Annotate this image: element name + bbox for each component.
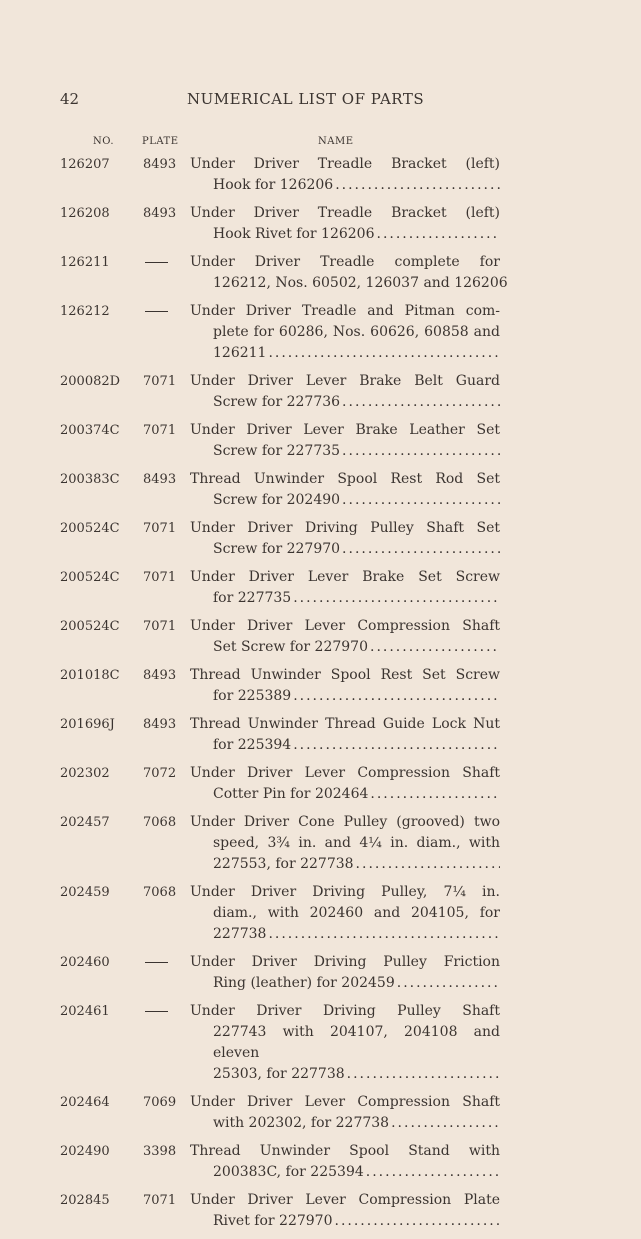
part-name: [190, 203, 500, 245]
name-line-text: 25303, for 227738: [213, 1066, 345, 1082]
plate-number: 3398: [143, 1144, 177, 1159]
dot-leader: [370, 637, 500, 658]
dot-leader: [335, 1211, 501, 1232]
part-number: 202464: [60, 1095, 110, 1110]
list-item: [0, 714, 641, 756]
plate-number: 7071: [143, 521, 177, 536]
dot-leader: [268, 924, 500, 945]
list-item: [0, 1141, 641, 1183]
plate-number: 8493: [143, 157, 177, 172]
name-line: Under Driver Lever Compression Shaft: [190, 1094, 500, 1110]
list-item: [0, 420, 641, 462]
name-line-last: [190, 1162, 500, 1183]
name-line-last: [190, 854, 500, 875]
part-number: 202490: [60, 1144, 110, 1159]
name-line: 227743 with 204107, 204108 and eleven: [213, 1024, 500, 1061]
plate-number: 7071: [143, 570, 177, 585]
dot-leader: [366, 1162, 500, 1183]
part-name: [190, 882, 500, 945]
name-line: Under Driver Treadle complete for: [190, 254, 500, 270]
part-number: 200524C: [60, 570, 120, 585]
plate-number: 7068: [143, 885, 177, 900]
name-line-text: Hook for 126206: [213, 177, 334, 193]
name-line-last: [190, 973, 500, 994]
part-name: [190, 301, 500, 364]
part-name: [190, 469, 500, 511]
list-item: [0, 252, 641, 294]
part-number: 201018C: [60, 668, 120, 683]
name-line: Thread Unwinder Spool Stand with: [190, 1143, 500, 1159]
dot-leader: [391, 1113, 500, 1134]
list-item: [0, 1092, 641, 1134]
name-line-last: [190, 224, 500, 245]
name-line: diam., with 202460 and 204105, for: [213, 905, 500, 921]
column-header-plate: PLATE: [142, 136, 179, 147]
part-name: [190, 1092, 500, 1134]
list-item: [0, 371, 641, 413]
name-line-last: [190, 175, 500, 196]
name-line: Under Driver Lever Brake Leather Set: [190, 422, 500, 438]
dot-leader: [377, 224, 501, 245]
part-name: [190, 1190, 500, 1232]
name-line-text: Ring (leather) for 202459: [213, 975, 395, 991]
dot-leader: [397, 973, 500, 994]
part-number: 202460: [60, 955, 110, 970]
dot-leader: [370, 784, 500, 805]
dot-leader: [342, 441, 500, 462]
part-name: [190, 420, 500, 462]
part-number: 202302: [60, 766, 110, 781]
name-line-text: 227738: [213, 926, 267, 942]
list-item: [0, 763, 641, 805]
part-number: 126207: [60, 157, 110, 172]
part-number: 126211: [60, 255, 110, 270]
list-item: [0, 203, 641, 245]
dot-leader: [335, 175, 500, 196]
name-line-last: [190, 273, 508, 294]
name-line-text: for 227735: [213, 590, 292, 606]
name-line-text: Screw for 227735: [213, 443, 341, 459]
dot-leader: [342, 539, 500, 560]
name-line-last: [190, 539, 500, 560]
name-line-last: [190, 735, 500, 756]
name-line-text: Screw for 227970: [213, 541, 341, 557]
name-line-text: Screw for 227736: [213, 394, 341, 410]
part-name: [190, 812, 500, 875]
part-number: 126208: [60, 206, 110, 221]
name-line-text: Set Screw for 227970: [213, 639, 368, 655]
name-line-last: [190, 343, 500, 364]
part-name: [190, 952, 500, 994]
name-line: Thread Unwinder Spool Rest Set Screw: [190, 667, 500, 683]
dot-leader: [293, 735, 500, 756]
part-number: 200374C: [60, 423, 120, 438]
list-item: [0, 952, 641, 994]
name-line: Under Driver Treadle Bracket (left): [190, 205, 500, 221]
part-number: 202457: [60, 815, 110, 830]
parts-list: [0, 154, 641, 1239]
name-line-last: [190, 1211, 500, 1232]
dot-leader: [293, 686, 500, 707]
name-line-last: [190, 924, 500, 945]
part-name: [190, 567, 500, 609]
name-line-text: 126212, Nos. 60502, 126037 and 126206: [213, 275, 508, 291]
name-line: Under Driver Treadle Bracket (left): [190, 156, 500, 172]
name-line: Under Driver Driving Pulley, 7¼ in.: [190, 884, 500, 900]
name-line-last: [190, 490, 500, 511]
name-line: Under Driver Lever Compression Plate: [190, 1192, 500, 1208]
list-item: [0, 301, 641, 364]
list-item: [0, 469, 641, 511]
name-line: Thread Unwinder Thread Guide Lock Nut: [190, 716, 500, 732]
name-line: Under Driver Driving Pulley Shaft: [190, 1003, 500, 1019]
part-number: 200383C: [60, 472, 120, 487]
part-number: 200524C: [60, 521, 120, 536]
name-line: plete for 60286, Nos. 60626, 60858 and: [213, 324, 500, 340]
plate-dash: [145, 311, 168, 312]
name-line-text: Rivet for 227970: [213, 1213, 333, 1229]
name-line-text: Hook Rivet for 126206: [213, 226, 375, 242]
name-line-last: [190, 392, 500, 413]
part-name: [190, 616, 500, 658]
name-line-text: 227553, for 227738: [213, 856, 354, 872]
name-line: Under Driver Lever Brake Set Screw: [190, 569, 500, 585]
part-number: 200524C: [60, 619, 120, 634]
dot-leader: [268, 343, 500, 364]
name-line: Under Driver Driving Pulley Shaft Set: [190, 520, 500, 536]
plate-number: 7072: [143, 766, 177, 781]
plate-number: 8493: [143, 668, 177, 683]
name-line-last: [190, 784, 500, 805]
part-name: [190, 714, 500, 756]
part-name: [190, 1141, 500, 1183]
list-item: [0, 154, 641, 196]
plate-number: 7071: [143, 423, 177, 438]
plate-number: 8493: [143, 717, 177, 732]
list-item: [0, 812, 641, 875]
part-name: [190, 518, 500, 560]
dot-leader: [342, 490, 500, 511]
plate-number: 8493: [143, 472, 177, 487]
name-line-last: [190, 441, 500, 462]
list-item: [0, 567, 641, 609]
name-line: speed, 3¾ in. and 4¼ in. diam., with: [213, 835, 500, 851]
name-line: Under Driver Lever Brake Belt Guard: [190, 373, 500, 389]
name-line-text: 126211: [213, 345, 267, 361]
name-line: Under Driver Lever Compression Shaft: [190, 618, 500, 634]
list-item: [0, 616, 641, 658]
dot-leader: [347, 1064, 500, 1085]
name-line-text: Screw for 202490: [213, 492, 341, 508]
plate-number: 7068: [143, 815, 177, 830]
list-item: [0, 1001, 641, 1085]
part-name: [190, 252, 508, 294]
name-line-text: with 202302, for 227738: [213, 1115, 390, 1131]
plate-number: 7071: [143, 619, 177, 634]
part-name: [190, 665, 500, 707]
part-name: [190, 763, 500, 805]
part-number: 126212: [60, 304, 110, 319]
plate-dash: [145, 962, 168, 963]
name-line: Under Driver Driving Pulley Friction: [190, 954, 500, 970]
name-line: Under Driver Cone Pulley (grooved) two: [190, 814, 500, 830]
list-item: [0, 1190, 641, 1232]
name-line-last: [190, 1113, 500, 1134]
part-number: 200082D: [60, 374, 121, 389]
name-line: Under Driver Treadle and Pitman com-: [190, 303, 500, 319]
column-header-name: NAME: [318, 136, 354, 147]
name-line-last: [190, 686, 500, 707]
running-head: NUMERICAL LIST OF PARTS: [187, 90, 425, 108]
plate-dash: [145, 1011, 168, 1012]
name-line-last: [190, 637, 500, 658]
part-name: [190, 154, 500, 196]
list-item: [0, 518, 641, 560]
dot-leader: [342, 392, 500, 413]
plate-dash: [145, 262, 168, 263]
plate-number: 7069: [143, 1095, 177, 1110]
list-item: [0, 882, 641, 945]
name-line-last: [190, 1064, 500, 1085]
page-number: 42: [60, 90, 80, 108]
plate-number: 7071: [143, 374, 177, 389]
name-line-text: for 225394: [213, 737, 292, 753]
dot-leader: [356, 854, 500, 875]
part-number: 201696J: [60, 717, 115, 732]
part-name: [190, 1001, 500, 1085]
part-number: 202461: [60, 1004, 110, 1019]
plate-number: 8493: [143, 206, 177, 221]
part-name: [190, 371, 500, 413]
plate-number: 7071: [143, 1193, 177, 1208]
column-header-no: NO.: [93, 136, 115, 147]
dot-leader: [293, 588, 500, 609]
name-line-text: 200383C, for 225394: [213, 1164, 364, 1180]
name-line: Under Driver Lever Compression Shaft: [190, 765, 500, 781]
name-line: Thread Unwinder Spool Rest Rod Set: [190, 471, 500, 487]
part-number: 202845: [60, 1193, 110, 1208]
list-item: [0, 665, 641, 707]
name-line-last: [190, 588, 500, 609]
name-line-text: for 225389: [213, 688, 292, 704]
part-number: 202459: [60, 885, 110, 900]
name-line-text: Cotter Pin for 202464: [213, 786, 369, 802]
